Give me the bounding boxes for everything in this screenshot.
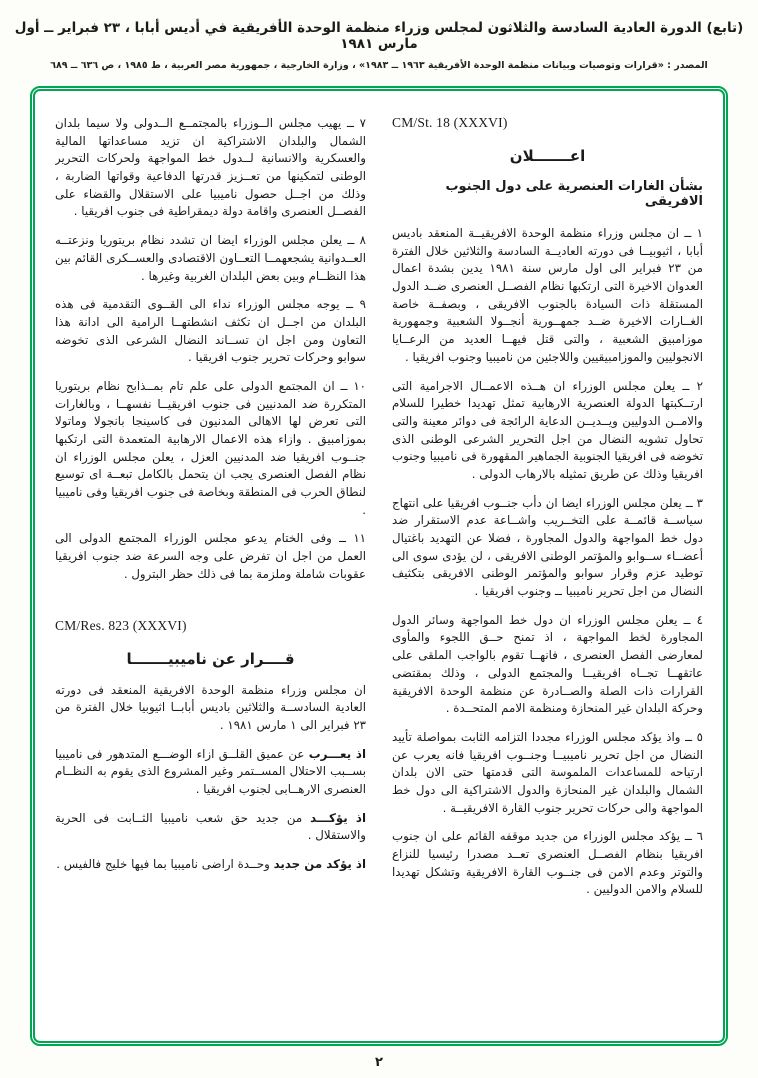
- resolution-doc-id: CM/Res. 823 (XXXVI): [55, 617, 187, 633]
- resolution-clause-2-text: من جديد حق شعب ناميبيا الثــابت فى الحرية والاستقلال .: [55, 810, 366, 843]
- declaration-paragraph-11: ١١ ــ وفى الختام يدعو مجلس الوزراء المجتمع الدولى الى العمل من اجل ان تفرض على وجه السرعة ضد جنوب افريقيا عقوبات شاملة وملزمة بما فى ذلك حظر البترول .: [55, 531, 366, 581]
- document-header: [0, 0, 758, 71]
- declaration-paragraph-5: ٥ ــ واذ يؤكد مجلس الوزراء مجددا التزامه الثابت بمواصلة تأييد النضال من اجل تحرير ناميبيــا وجنــوب افريقيا فانه يعرب عن ارتياحه للمساعدات الملموسة التى قدمتها حتى الان بلدان الشمال والبلدان غير المنحازة والدول الاشتراكية الى دول خط المواجهة والى حركات تحرير جنوب القارة الافريقيــة .: [392, 729, 703, 815]
- declaration-paragraph-1: ١ ــ ان مجلس وزراء منظمة الوحدة الافريقيــة المنعقد باديس أبابا ، اثيوبيــا فى دورته العاديــة السادسة والثلاثين خلال الفترة من ٢٣ فبراير الى اول مارس سنة ١٩٨١ يدين بشدة اعمال العدوان الاخيرة التى ارتكبها نظام الفصــل العنصرى ضــد الدول المستقلة ذات السيادة بالجنوب الافريقى ، وبصفــة خاصة الغــارات الاخيرة ضــد جمهــورية أنجــولا الشعبية وجمهورية موزامبيق الشعبية ، والتى قتل فيهــا العديد من الرعــايا الانجوليين والموزامبيقيين واللاجئين من ناميبيا وجنوب افريقيا .: [392, 226, 703, 364]
- two-column-layout: [55, 115, 703, 1023]
- header-session-title: (تابع) الدورة العادية السادسة والثلاثون لمجلس وزراء منظمة الوحدة الأفريقية في أديس أبابا ، ٢٣ فبراير ــ أول مارس ١٩٨١: [14, 20, 744, 52]
- resolution-clause-2-lead: اذ يؤكـــد: [310, 810, 366, 825]
- declaration-paragraph-10: ١٠ ــ ان المجتمع الدولى على علم تام بمــذابح نظام بريتوريا المتكررة ضد المدنيين فى جنوب افريقيــا نفسهــا ، وبالغارات التى تعرض لها الاهالى المدنيون فى كاسينجا بانجولا وماتولا بموزامبيق . وازاء هذه الاعمال الارهابية المتعمدة التى ارتكبها جنــوب افريقيا ضد المدنيين العزل ، يعلن مجلس الوزراء ان نظام الفصل العنصرى يجب ان يتحمل بالكامل تبعــة اى توسيع لنطاق الحرب فى المنطقة وبخاصة فى جنوب افريقيا وفى ناميبيا .: [55, 378, 366, 517]
- declaration-paragraph-9: ٩ ــ يوجه مجلس الوزراء نداء الى القــوى التقدمية فى هذه البلدان من اجــل ان تكثف انشطتهــا الرامية الى ادانة هذا التعاون ومن اجل ان تســاند النضال الشرعى الذى تخوضه سوابو وحركات تحرير جنوب افريقيا .: [55, 297, 366, 365]
- declaration-paragraph-2: ٢ ــ يعلن مجلس الوزراء ان هــذه الاعمــال الاجرامية التى ارتــكبتها الدولة العنصرية الارهابية تمثل تهديدا خطيرا للسلام والامــن الدوليين ويــديــن الدعاية الرائجة فى دوائر معينة والتى تحاول تشويه النضال من اجل التحرير الشرعى الوطنى الذى تخوضه فى افريقيا الجنوبية الجماهير المقهورة فى ناميبيا وجنوب افريقيا وذلك عن طريق تمثيله بالارهاب الدولى .: [392, 378, 703, 481]
- resolution-clause-3-lead: اذ يؤكد من جديد: [273, 857, 366, 871]
- declaration-paragraph-7: ٧ ــ يهيب مجلس الــوزراء بالمجتمــع الــدولى ولا سيما بلدان الشمال والبلدان الاشتراكية ان تزيد مساعداتها المالية والعسكرية والانسانية لــدول خط المواجهة ولحركات التحرير الوطنى لتمكينها من تعــزيز قدرتها الدفاعية وقواتها الضاربة ، وذلك من اجــل حصول ناميبيا على الاستقلال والقضاء على الفصــل العنصرى واقامة دولة ديمقراطية فى جنوب افريقيا .: [55, 116, 366, 219]
- declaration-paragraph-3: ٣ ــ يعلن مجلس الوزراء ايضا ان دأب جنــوب افريقيا على انتهاج سياســة قائمــة على التخــريب واشــاعة عدم الاستقرار ضد دول خط المواجهة والدول المجاورة ، فضلا عن التهديد باغتيال أعضــاء ســوابو والمؤتمر الوطنى الافريقى ، لن يؤدى سوى الى توطيد عزم وقرار سوابو والمؤتمر الوطنى الافريقى بتكثيف النضال من اجل تحرير ناميبيا ــ وجنوب افريقيا .: [392, 495, 703, 599]
- resolution-clause-1-text: عن عميق القلــق ازاء الوضـــع المتدهور فى ناميبيا بســبب الاحتلال المســتمر وغير المشروع الذى يقوم به النظــام العنصرى الارهــابى لجنوب افريقيا .: [55, 746, 366, 796]
- resolution-clause-3: [55, 856, 366, 874]
- column-left-continuation: [55, 115, 366, 1023]
- declaration-paragraph-4: ٤ ــ يعلن مجلس الوزراء ان دول خط المواجهة وسائر الدول المجاورة لخط المواجهة ، اذ تمنح حــق اللجوء والمأوى لمعارضى الفصل العنصرى ، فانهــا تقوم بالواجب الملقى على عاتقهــا تجــاه افريقيــا والمجتمع الدولى ، وذلك بمقتضى القرارات ذات الصلة والصــادرة عن منظمة الوحدة الافريقية وحركة البلدان غير المنحازة ومنظمة الامم المتحــدة .: [392, 612, 703, 716]
- declaration-subtitle: بشأن الغارات العنصرية على دول الجنوب الافريقى: [445, 179, 703, 209]
- resolution-clause-1-lead: اذ يعـــرب: [308, 746, 366, 761]
- declaration-title: اعـــــــلان: [509, 147, 586, 165]
- resolution-clause-2: [55, 810, 366, 845]
- resolution-clause-3-text: وحــدة اراضى ناميبيا بما فيها خليج فالفيس .: [56, 857, 270, 871]
- column-right-declaration: [392, 115, 703, 1023]
- resolution-intro: ان مجلس وزراء منظمة الوحدة الافريقية المنعقد فى دورته العادية السادســة والثلاثين باديس أبابــا اثيوبيا خلال الفترة من ٢٣ فبراير الى ١ مارس ١٩٨١ .: [55, 682, 366, 732]
- resolution-title: قــــرار عن ناميبيـــــــا: [126, 649, 295, 668]
- content-border-box: [30, 86, 728, 1046]
- declaration-doc-id: CM/St. 18 (XXXVI): [392, 115, 508, 130]
- header-source-line: المصدر : «قرارات وتوصيات وبيانات منظمة الوحدة الأفريقية ١٩٦٣ ــ ١٩٨٣» ، وزارة الخارجية ، جمهورية مصر العربية ، ط ١٩٨٥ ، ص ٦٣٦ ــ ٦٨٩: [50, 60, 708, 71]
- page-number: ٢: [375, 1055, 383, 1070]
- resolution-clause-1: [55, 746, 366, 799]
- declaration-paragraph-8: ٨ ــ يعلن مجلس الوزراء ايضا ان تشدد نظام بريتوريا ونزعتــه العــدوانية يشجعهمــا التعــاون الاقتصادى والعســكرى القائم بين هذا النظــام وبين بعض البلدان الغربية وغيرها .: [55, 233, 366, 283]
- declaration-paragraph-6: ٦ ــ يؤكد مجلس الوزراء من جديد موقفه القائم على ان جنوب افريقيا بنظام الفصــل العنصرى تعــد مصدرا رئيسيا للنزاع والتوتر وعدم الامن فى جنــوب القارة الافريقية وتشكل تهديدا للسلام والامن الدوليين .: [392, 829, 703, 897]
